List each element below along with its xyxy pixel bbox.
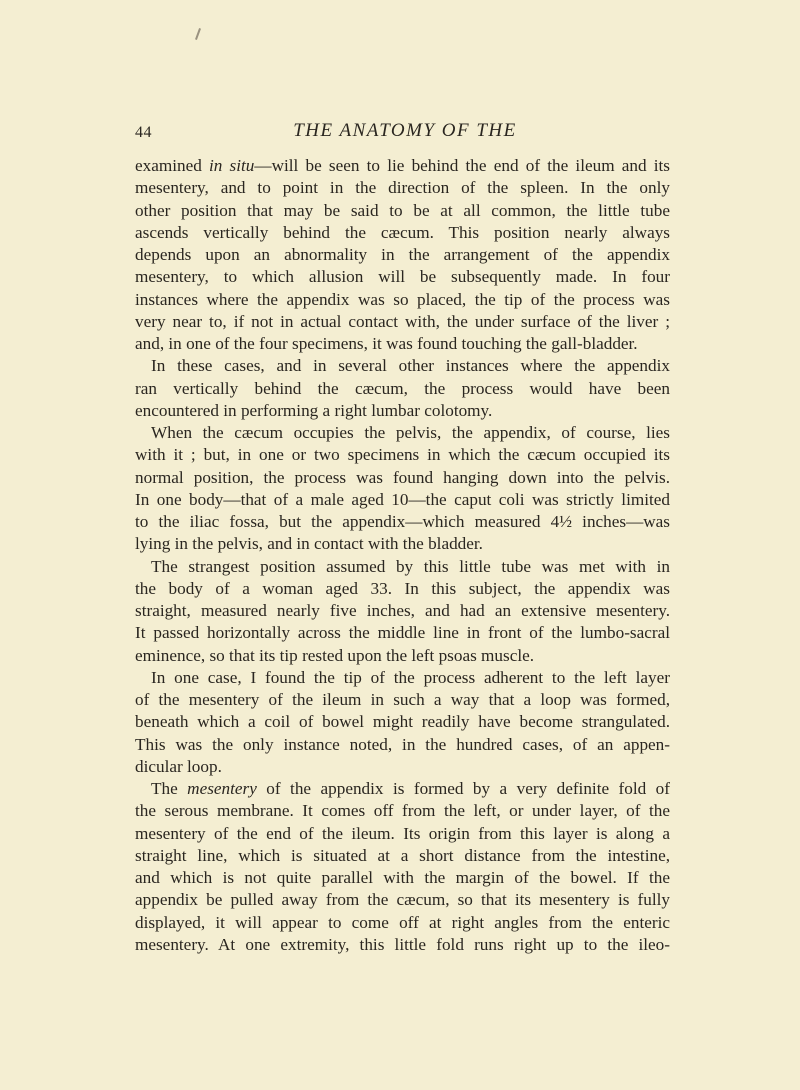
text-line: The mesentery of the appendix is formed by a very definite fold of [151, 779, 670, 798]
text-line: dicular loop. [135, 756, 222, 776]
text-line: very near to, if not in actual contact with, the under surface of the liver ; [135, 311, 670, 331]
text-line: In one body—that of a male aged 10—the caput coli was strictly limited [135, 489, 670, 509]
text-line: of the mesentery of the ileum in such a way that a loop was formed, [135, 690, 670, 709]
body-text [135, 155, 670, 956]
text-line: other position that may be said to be at all common, the little tube [135, 200, 670, 220]
text-line: and, in one of the four specimens, it was found touching the gall-bladder. [135, 334, 638, 353]
text-line: mesentery. At one extremity, this little fold runs right up to the ileo- [135, 934, 670, 954]
text-line: the serous membrane. It comes off from the left, or under layer, of the [135, 801, 670, 821]
text-line: displayed, it will appear to come off at right angles from the enteric [135, 912, 670, 932]
text-line: ran vertically behind the cæcum, the process would have been [135, 378, 670, 398]
text-line: eminence, so that its tip rested upon the left psoas muscle. [135, 645, 535, 665]
text-line: instances where the appendix was so placed, the tip of the process was [135, 289, 670, 309]
text-line: appendix be pulled away from the cæcum, so that its mesentery is fully [135, 890, 670, 910]
text-line: examined in situ—will be seen to lie behind the end of the ileum and its [135, 156, 670, 175]
text-line: straight line, which is situated at a short distance from the intestine, [135, 845, 670, 865]
text-line: This was the only instance noted, in the hundred cases, of an appen- [135, 734, 670, 754]
text-line: depends upon an abnormality in the arrangement of the appendix [135, 245, 670, 264]
text-line: mesentery, and to point in the direction of the spleen. In the only [135, 178, 670, 198]
text-line: mesentery, to which allusion will be subsequently made. In four [135, 267, 670, 287]
text-line: lying in the pelvis, and in contact with the bladder. [135, 534, 483, 554]
text-line: and which is not quite parallel with the margin of the bowel. If the [135, 868, 670, 887]
running-head: THE ANATOMY OF THE [293, 120, 517, 141]
text-line: straight, measured nearly five inches, and had an extensive mesentery. [135, 601, 670, 620]
page-number: 44 [135, 124, 152, 141]
text-line: ascends vertically behind the cæcum. This position nearly always [135, 222, 670, 242]
text-line: mesentery of the end of the ileum. Its origin from this layer is along a [135, 823, 670, 843]
text-line: The strangest position assumed by this little tube was met with in [151, 556, 670, 576]
text-line: the body of a woman aged 33. In this subject, the appendix was [135, 578, 670, 598]
text-line: beneath which a coil of bowel might readily have become strangulated. [135, 712, 670, 732]
text-line: In one case, I found the tip of the process adherent to the left layer [151, 667, 670, 687]
text-line: It passed horizontally across the middle line in front of the lumbo-sacral [135, 623, 670, 643]
text-line: normal position, the process was found hanging down into the pelvis. [135, 467, 670, 487]
text-line: with it ; but, in one or two specimens in which the cæcum occupied its [135, 445, 670, 465]
text-line: In these cases, and in several other instances where the appendix [151, 356, 670, 376]
text-line: When the cæcum occupies the pelvis, the appendix, of course, lies [151, 423, 670, 442]
text-line: to the iliac fossa, but the appendix—which measured 4½ inches—was [135, 512, 670, 531]
text-line: encountered in performing a right lumbar colotomy. [135, 400, 493, 420]
margin-mark [195, 28, 201, 40]
